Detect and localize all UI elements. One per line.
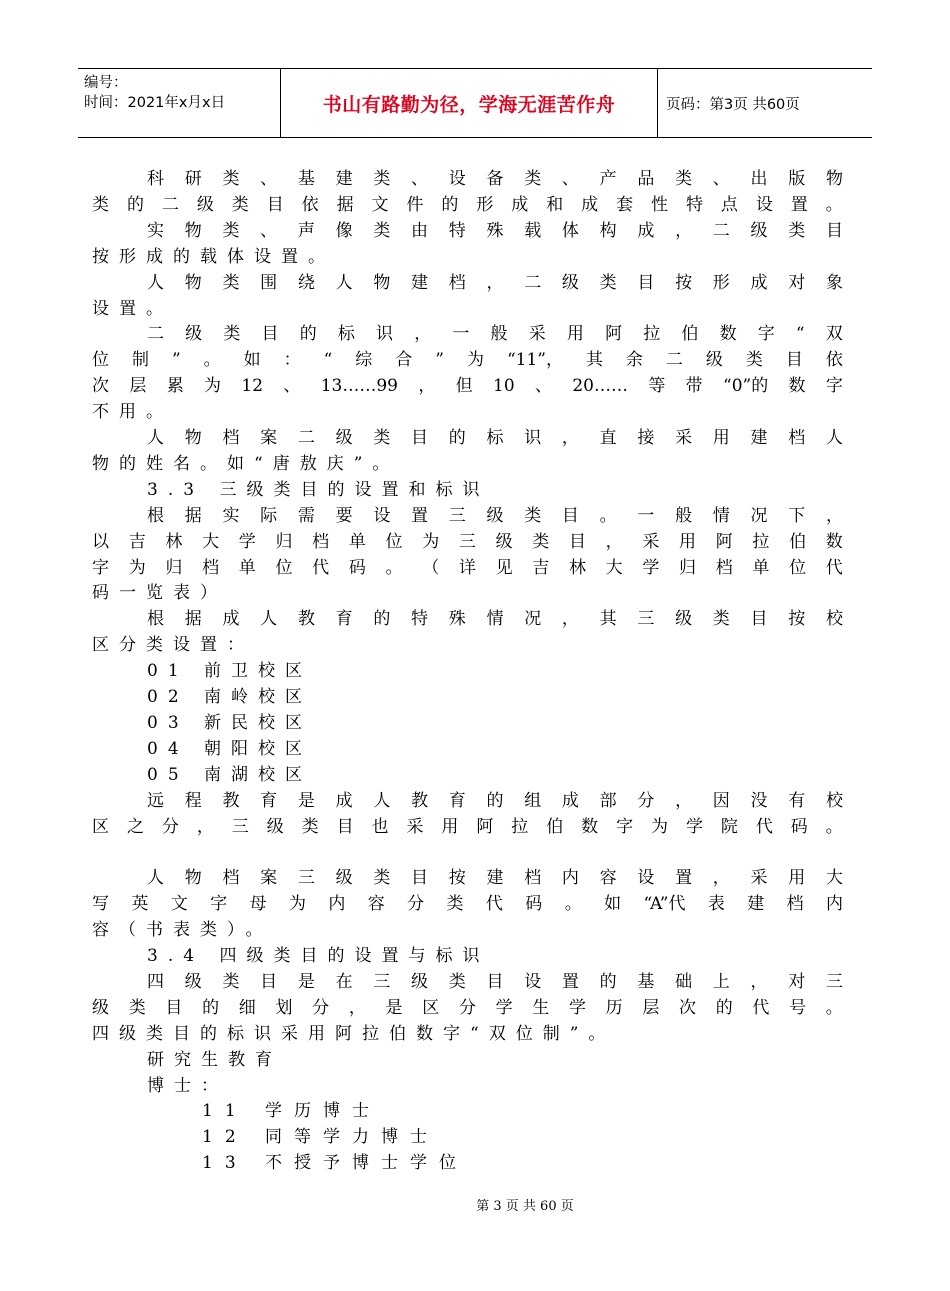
document-time-label: 时间：2021年x月x日 xyxy=(84,95,226,111)
body-text-line: 级 类 目 的 细 划 分 ， 是 区 分 学 生 学 历 层 次 的 代 号 。 xyxy=(92,997,843,1018)
body-text-line: 02 南岭校区 xyxy=(147,687,313,707)
body-text-line: 按形成的载体设置。 xyxy=(92,246,335,267)
body-text-line: 设置。 xyxy=(92,298,173,319)
body-text-line: 二 级 类 目 的 标 识 ， 一 般 采 用 阿 拉 伯 数 字 “ 双 xyxy=(147,324,843,345)
body-text-line: 人 物 类 围 绕 人 物 建 档 ， 二 级 类 目 按 形 成 对 象 xyxy=(147,272,843,293)
body-text-line: 人 物 档 案 三 级 类 目 按 建 档 内 容 设 置 ， 采 用 大 xyxy=(147,868,843,889)
body-text-line: 字 为 归 档 单 位 代 码 。 （ 详 见 吉 林 大 学 归 档 单 位 代 xyxy=(92,557,843,578)
body-text-line: 码一览表） xyxy=(92,583,227,604)
body-text-line: 容（书表类）。 xyxy=(92,920,273,941)
degree-list-item: 11 学历博士 xyxy=(202,1101,382,1122)
degree-list-item: 13 不授予博士学位 xyxy=(202,1153,469,1174)
body-text-line: 区分类设置： xyxy=(92,635,254,656)
body-text-line: 博士： xyxy=(147,1075,228,1096)
body-text-line: 以 吉 林 大 学 归 档 单 位 为 三 级 类 目 ， 采 用 阿 拉 伯 数 xyxy=(92,531,843,552)
body-text-line: 04 朝阳校区 xyxy=(147,738,313,759)
body-text-line: 四 级 类 目 是 在 三 级 类 目 设 置 的 基 础 上 ， 对 三 xyxy=(147,971,843,992)
body-text-line xyxy=(92,840,843,864)
body-text-line: 研究生教育 xyxy=(147,1049,282,1070)
body-text-line: 3.4 四级类目的设置与标识 xyxy=(147,946,490,966)
body-text-line: 类 的 二 级 类 目 依 据 文 件 的 形 成 和 成 套 性 特 点 设 置 。 xyxy=(92,194,843,215)
body-text-line: 01 前卫校区 xyxy=(147,661,313,682)
body-text-line: 写 英 文 字 母 为 内 容 分 类 代 码 。 如 “A”代 表 建 档 内 xyxy=(92,894,843,915)
body-text-line: 根 据 实 际 需 要 设 置 三 级 类 目 。 一 般 情 况 下 ， xyxy=(147,505,843,526)
page-footer: 第 3 页 共 60 页 xyxy=(476,1199,574,1214)
degree-list-item: 12 同等学力博士 xyxy=(202,1127,440,1148)
body-text-line: 次 层 累 为 12 、 13……99 ， 但 10 、 20…… 等 带 “0”的 数 字 xyxy=(92,376,843,397)
header-page-info: 页码：第3页 共60页 xyxy=(666,96,800,113)
body-text-line: 远 程 教 育 是 成 人 教 育 的 组 成 部 分 ， 因 没 有 校 xyxy=(147,790,843,811)
body-text-line: 四级类目的标识采用阿拉伯数字“双位制”。 xyxy=(92,1023,616,1044)
body-text-line: 人 物 档 案 二 级 类 目 的 标 识 ， 直 接 采 用 建 档 人 xyxy=(147,428,843,448)
body-text-line: 实 物 类 、 声 像 类 由 特 殊 载 体 构 成 ， 二 级 类 目 xyxy=(147,220,843,241)
header-motto: 书山有路勤为径，学海无涯苦作舟 xyxy=(322,93,616,116)
document-number-label: 编号： xyxy=(84,75,128,91)
body-text-line: 03 新民校区 xyxy=(147,712,313,733)
body-text-line: 区 之 分 ， 三 级 类 目 也 采 用 阿 拉 伯 数 字 为 学 院 代 码 。 xyxy=(92,816,843,837)
body-text-line: 物的姓名。如“唐敖庆”。 xyxy=(92,453,400,474)
body-text-line: 位 制 ” 。 如 ： “ 综 合 ” 为 “11”， 其 余 二 级 类 目 依 xyxy=(92,350,843,371)
body-text-line: 05 南湖校区 xyxy=(147,764,313,785)
body-text-line: 科 研 类 、 基 建 类 、 设 备 类 、 产 品 类 、 出 版 物 xyxy=(147,169,843,189)
body-text-line: 3.3 三级类目的设置和标识 xyxy=(147,479,490,500)
body-text-line: 不用。 xyxy=(92,402,173,423)
body-text-line: 根 据 成 人 教 育 的 特 殊 情 况 ， 其 三 级 类 目 按 校 xyxy=(147,609,843,630)
